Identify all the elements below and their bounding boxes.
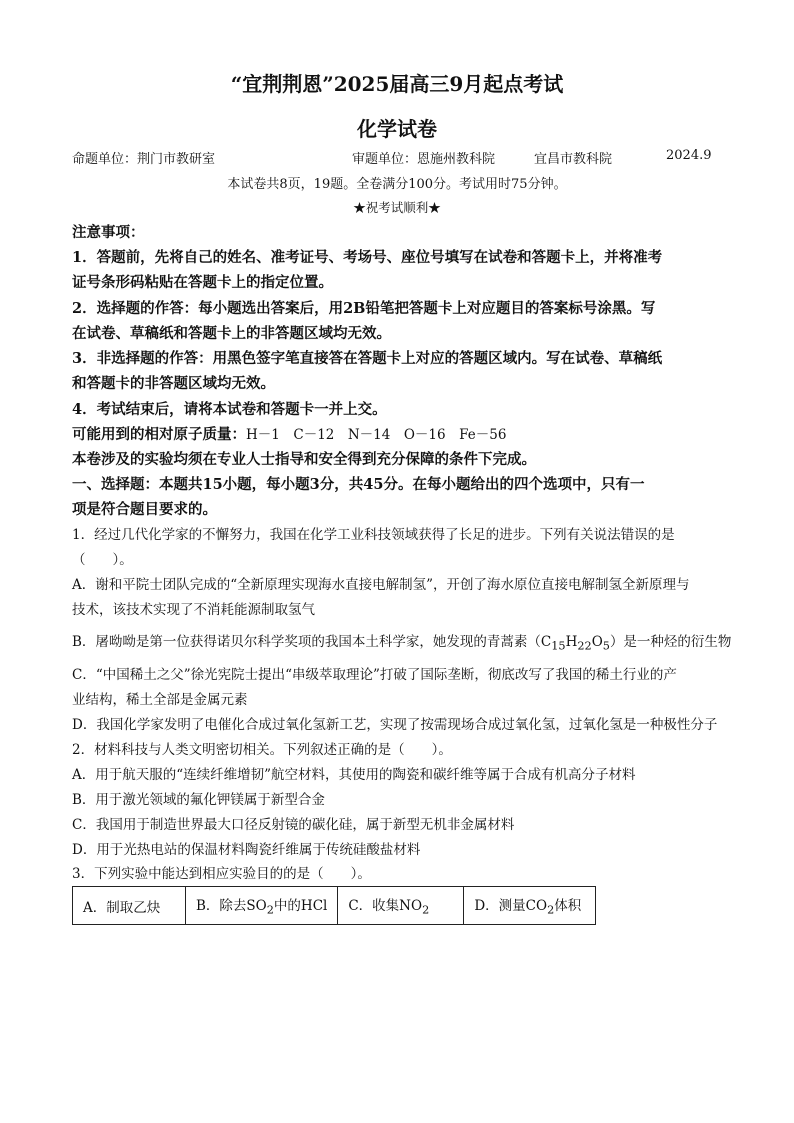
reviewer-unit: 审题单位：恩施州教科院 (352, 152, 496, 167)
q3-option-a: A．制取乙炔 (73, 887, 186, 925)
exam-date: 2024.9 (666, 148, 712, 163)
section-heading-cont: 项是符合题目要求的。 (72, 501, 217, 518)
notice-heading: 注意事项： (72, 224, 145, 241)
q1-b-text-end: ）是一种烃的衍生物 (609, 634, 732, 650)
q1-option-b (72, 630, 732, 653)
q3-option-b: B．除去$SO_2$中的HCl (186, 887, 338, 925)
q1-stem: 1．经过几代化学家的不懈努力，我国在化学工业科技领域获得了长足的进步。下列有关说法错误的是 (72, 527, 675, 543)
q2-option-d: D．用于光热电站的保温材料陶瓷纤维属于传统硅酸盐材料 (72, 842, 421, 858)
section-heading: 一、选择题：本题共15小题，每小题3分，共45分。在每小题给出的四个选项中，只有一 (72, 476, 645, 493)
q1-option-c: C．“中国稀土之父”徐光宪院士提出“串级萃取理论”打破了国际垄断，彻底改写了我国的稀土行业的产 (72, 667, 677, 683)
notice-line: 1．答题前，先将自己的姓名、准考证号、考场号、座位号填写在试卷和答题卡上，并将准考 (72, 249, 663, 266)
exam-info: 本试卷共8页，19题。全卷满分100分。考试用时75分钟。 (227, 177, 567, 192)
exam-title: “宜荆荆恩”2025届高三9月起点考试 (230, 72, 564, 96)
exam-wish: ★祝考试顺利★ (353, 200, 441, 215)
element-symbol: H (565, 634, 578, 650)
q1-option-d: D．我国化学家发明了电催化合成过氧化氢新工艺，实现了按需现场合成过氧化氢，过氧化氢是一种极性分子 (72, 717, 718, 733)
element-symbol: O (591, 634, 603, 650)
proposer-unit: 命题单位：荆门市教研室 (72, 152, 216, 167)
q2-option-a: A．用于航天服的“连续纤维增韧”航空材料，其使用的陶瓷和碳纤维等属于合成有机高分子材料 (72, 767, 636, 783)
q1-b-text: B．屠呦呦是第一位获得诺贝尔科学奖项的我国本土科学家，她发现的青蒿素（C (72, 634, 552, 650)
subscript: 22 (577, 639, 592, 653)
safety-note: 本卷涉及的实验均须在专业人士指导和安全得到充分保障的条件下完成。 (72, 451, 536, 468)
notice-line: 2．选择题的作答：每小题选出答案后，用2B铅笔把答题卡上对应题目的答案标号涂黑。写 (72, 300, 656, 317)
q1-stem-cont: （ ）。 (72, 552, 133, 568)
q3-option-c: C．收集$NO_2$ (338, 887, 464, 925)
notice-line: 4．考试结束后，请将本试卷和答题卡一并上交。 (72, 401, 387, 418)
q3-option-d: D．测量$CO_2$体积 (464, 887, 596, 925)
notice-line: 3．非选择题的作答：用黑色签字笔直接答在答题卡上对应的答题区域内。写在试卷、草稿纸 (72, 350, 663, 367)
notice-line: 证号条形码粘贴在答题卡上的指定位置。 (72, 274, 333, 291)
reviewer-unit-2: 宜昌市教科院 (534, 152, 613, 167)
q2-stem: 2．材料科技与人类文明密切相关。下列叙述正确的是（ ）。 (72, 742, 452, 758)
atomic-mass-label: 可能用到的相对原子质量： (72, 426, 246, 443)
atomic-mass-line (72, 423, 732, 444)
q1-option-a-cont: 技术，该技术实现了不消耗能源制取氢气 (72, 602, 315, 618)
q1-option-c-cont: 业结构，稀土全部是金属元素 (72, 692, 248, 708)
atomic-mass-values: H－1 C－12 N－14 O－16 Fe－56 (246, 427, 507, 443)
subscript: 15 (551, 639, 566, 653)
notice-line: 和答题卡的非答题区域均无效。 (72, 375, 275, 392)
subscript: 5 (602, 639, 610, 653)
q3-options-table (72, 886, 596, 925)
q2-option-c: C．我国用于制造世界最大口径反射镜的碳化硅，属于新型无机非金属材料 (72, 817, 515, 833)
q3-stem: 3．下列实验中能达到相应实验目的的是（ ）。 (72, 866, 371, 882)
exam-subject: 化学试卷 (357, 117, 437, 141)
q1-option-a: A．谢和平院士团队完成的“全新原理实现海水直接电解制氢”，开创了海水原位直接电解制氢全新原理与 (72, 577, 690, 593)
q2-option-b: B．用于激光领域的氟化钾镁属于新型合金 (72, 792, 325, 808)
notice-line: 在试卷、草稿纸和答题卡上的非答题区域均无效。 (72, 325, 391, 342)
